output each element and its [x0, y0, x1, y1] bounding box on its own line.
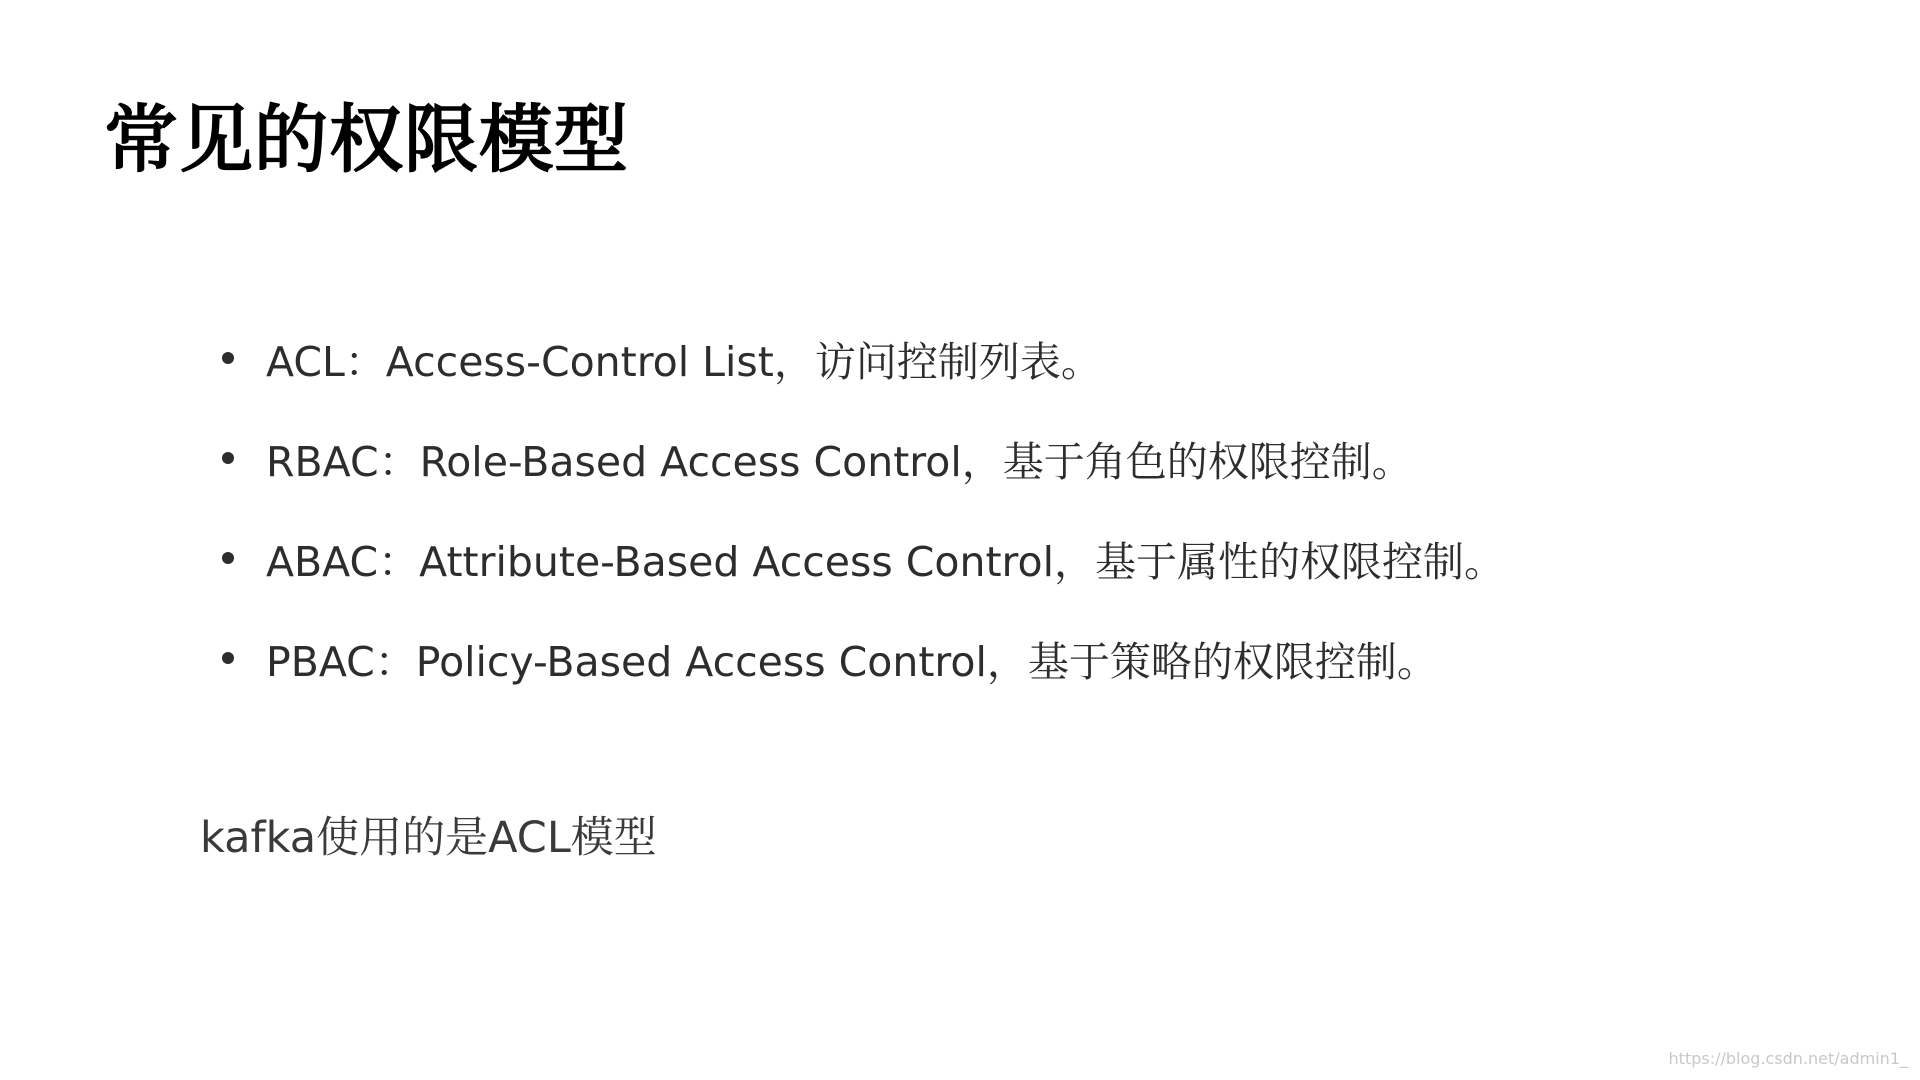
- list-item-text: PBAC：Policy-Based Access Control，基于策略的权限控制。: [266, 637, 1438, 686]
- slide-title: 常见的权限模型: [104, 97, 629, 183]
- list-item-abac: [222, 508, 1505, 608]
- list-item-pbac: [222, 608, 1505, 708]
- list-item-text: RBAC：Role-Based Access Control，基于角色的权限控制。: [266, 437, 1413, 486]
- list-item-text: ABAC：Attribute-Based Access Control，基于属性的权限控制。: [266, 537, 1505, 586]
- conclusion-text: kafka使用的是ACL模型: [200, 813, 657, 863]
- bullet-icon: [222, 452, 234, 464]
- permission-model-list: [222, 308, 1505, 708]
- bullet-icon: [222, 352, 234, 364]
- bullet-icon: [222, 552, 234, 564]
- list-item-text: ACL：Access-Control List，访问控制列表。: [266, 337, 1102, 386]
- list-item-rbac: [222, 408, 1505, 508]
- watermark-text: https://blog.csdn.net/admin1_: [1668, 1049, 1908, 1068]
- list-item-acl: [222, 308, 1505, 408]
- bullet-icon: [222, 652, 234, 664]
